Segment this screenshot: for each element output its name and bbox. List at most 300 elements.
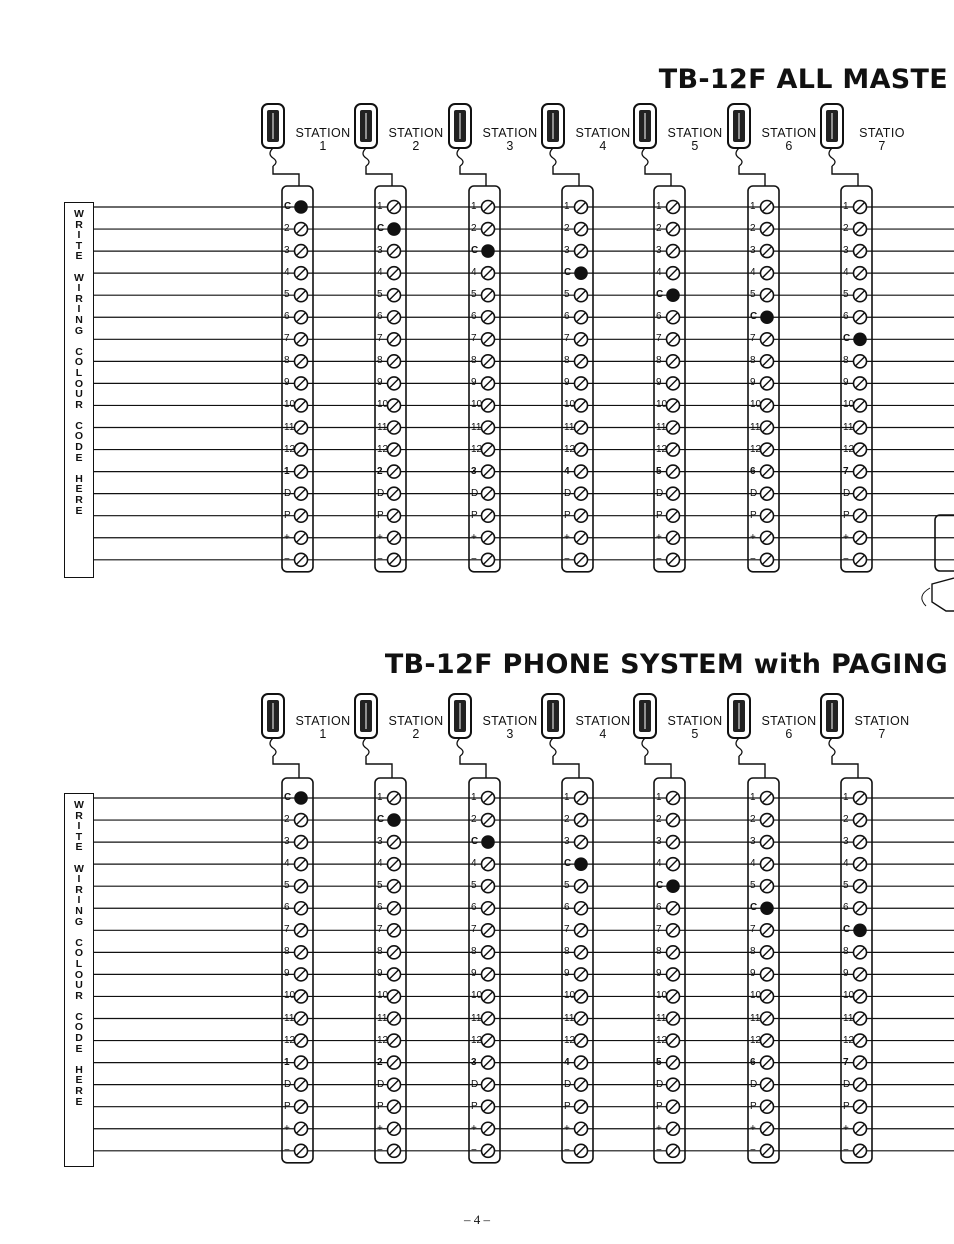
d2-station-7-terminal-6-label: 6 [843, 902, 849, 914]
d1-station-7-lead [832, 166, 858, 186]
d2-station-3-terminal-2-label: 2 [471, 814, 477, 826]
d1-station-5-terminal-4-label: 4 [656, 267, 662, 279]
d2-station-6-terminal-6-screw-common [760, 901, 774, 915]
d2-station-6-terminal-17-label: − [750, 1144, 756, 1156]
d1-station-1-terminal-10-label: 10 [284, 399, 296, 411]
d1-station-2-lead [366, 166, 392, 186]
d1-station-2-terminal-11-label: 11 [377, 421, 388, 433]
d1-station-3-terminal-5-label: 5 [471, 289, 477, 301]
diagram-title-phone-paging: TB-12F PHONE SYSTEM with PAGING [384, 649, 948, 680]
d1-station-7-terminal-6-label: 6 [843, 311, 849, 323]
d2-station-5-terminal-9-label: 9 [656, 968, 662, 980]
d1-station-6-terminal-15-label: P [750, 509, 757, 521]
d1-station-1-terminal-1-screw-common [294, 200, 308, 214]
d2-station-3-terminal-15-label: P [471, 1100, 478, 1112]
d1-station-5-terminal-1-label: 1 [656, 201, 662, 212]
d1-station-4-terminal-4-screw-common [574, 266, 588, 280]
d2-station-3-terminal-1-label: 1 [471, 792, 477, 803]
d2-station-1-terminal-11-label: 11 [284, 1012, 295, 1024]
d1-station-3-terminal-3-label: C [471, 245, 479, 257]
d2-station-2-terminal-8-label: 8 [377, 946, 383, 958]
d2-station-1-terminal-16-label: + [284, 1122, 290, 1134]
d1-station-4-terminal-5-label: 5 [564, 289, 570, 301]
d2-station-2-label [383, 715, 449, 741]
d1-station-2-terminal-12-label: 12 [377, 443, 389, 455]
d2-station-6-terminal-10-label: 10 [750, 990, 762, 1002]
d1-station-4-terminal-9-label: 9 [564, 377, 570, 389]
d2-station-7-terminal-9-label: 9 [843, 968, 849, 980]
d1-station-3-label-word: STATION [482, 126, 538, 140]
d1-station-7-terminal-12-label: 12 [843, 443, 855, 455]
d1-station-1-terminal-13-label: 1 [284, 465, 290, 477]
d1-station-7-terminal-9-label: 9 [843, 377, 849, 389]
d1-station-7-terminal-7-screw-common [853, 333, 867, 347]
d1-station-2-terminal-15-label: P [377, 509, 384, 521]
d1-station-5-terminal-13-label: 5 [656, 465, 662, 477]
d1-station-1-terminal-11-label: 11 [284, 421, 295, 433]
d2-station-2-terminal-17-label: − [377, 1144, 383, 1156]
d1-station-6-terminal-10-label: 10 [750, 399, 762, 411]
d2-station-2-terminal-10-label: 10 [377, 990, 389, 1002]
d1-station-5-terminal-11-label: 11 [656, 421, 667, 433]
d2-station-4-terminal-11-label: 11 [564, 1012, 575, 1024]
d1-station-2-label [383, 127, 449, 153]
d2-station-3-terminal-7-label: 7 [471, 924, 477, 936]
d1-station-4-terminal-3-label: 3 [564, 245, 570, 257]
d2-station-6-terminal-16-label: + [750, 1122, 756, 1134]
d1-station-6-terminal-3-label: 3 [750, 245, 756, 257]
d1-station-4-terminal-15-label: P [564, 509, 571, 521]
d1-station-3-terminal-2-label: 2 [471, 223, 477, 235]
d1-partial-cord [922, 588, 930, 606]
d1-station-3-terminal-15-label: P [471, 509, 478, 521]
d2-station-5-terminal-2-label: 2 [656, 814, 662, 826]
d1-station-2-terminal-16-label: + [377, 531, 383, 543]
d2-station-7-terminal-4-label: 4 [843, 858, 849, 870]
d2-station-4-terminal-16-label: + [564, 1122, 570, 1134]
d2-station-5-label-number: 5 [691, 727, 699, 741]
d2-station-7-terminal-14-label: D [843, 1078, 851, 1090]
d1-station-7-phone-icon-cord [829, 148, 835, 166]
d2-station-7-terminal-5-label: 5 [843, 880, 849, 892]
d2-station-4-label-word: STATION [575, 714, 631, 728]
d1-station-3-label-number: 3 [506, 139, 514, 153]
d2-station-5-terminal-8-label: 8 [656, 946, 662, 958]
d2-station-3-terminal-10-label: 10 [471, 990, 483, 1002]
d1-station-2-terminal-14-label: D [377, 487, 385, 499]
d2-station-3-label [477, 715, 543, 741]
d1-station-6-label-number: 6 [785, 139, 793, 153]
d2-station-3-terminal-6-label: 6 [471, 902, 477, 914]
d1-station-3-terminal-7-label: 7 [471, 333, 477, 345]
d1-station-5-terminal-8-label: 8 [656, 355, 662, 367]
d1-station-3-terminal-1-label: 1 [471, 201, 477, 212]
d2-station-4-terminal-14-label: D [564, 1078, 572, 1090]
d1-station-1-lead [273, 166, 299, 186]
d1-station-5-terminal-7-label: 7 [656, 333, 662, 345]
d1-station-2-terminal-9-label: 9 [377, 377, 383, 389]
d2-station-2-terminal-11-label: 11 [377, 1012, 388, 1024]
d2-station-5-terminal-1-label: 1 [656, 792, 662, 803]
d2-station-4-label-number: 4 [599, 727, 607, 741]
d2-station-3-terminal-4-label: 4 [471, 858, 477, 870]
d1-station-2-phone-icon-cord [363, 148, 369, 166]
d2-station-4-terminal-7-label: 7 [564, 924, 570, 936]
d2-station-3-terminal-14-label: D [471, 1078, 479, 1090]
d2-station-3-terminal-16-label: + [471, 1122, 477, 1134]
d1-station-4-label-number: 4 [599, 139, 607, 153]
d2-station-6-lead [739, 756, 765, 778]
d2-station-7-label-number: 7 [878, 727, 886, 741]
d2-station-7-terminal-3-label: 3 [843, 836, 849, 848]
d2-station-7-terminal-16-label: + [843, 1122, 849, 1134]
d2-station-6-terminal-1-label: 1 [750, 792, 756, 803]
d1-station-7-terminal-13-label: 7 [843, 465, 849, 477]
d1-station-7-label-number: 7 [878, 139, 886, 153]
d1-station-4-terminal-17-label: − [564, 553, 570, 565]
d1-station-4-terminal-12-label: 12 [564, 443, 576, 455]
d1-station-3-terminal-13-label: 3 [471, 465, 477, 477]
d2-station-7-terminal-13-label: 7 [843, 1056, 849, 1068]
d1-station-1-terminal-12-label: 12 [284, 443, 296, 455]
d2-station-5-terminal-10-label: 10 [656, 990, 668, 1002]
d2-station-7-terminal-10-label: 10 [843, 990, 855, 1002]
d2-station-5-phone-icon-cord [642, 738, 648, 756]
d1-station-4-terminal-4-label: C [564, 267, 572, 279]
d1-station-6-terminal-2-label: 2 [750, 223, 756, 235]
d1-station-6-terminal-8-label: 8 [750, 355, 756, 367]
d2-station-1-terminal-1-screw-common [294, 791, 308, 805]
d1-station-1-terminal-14-label: D [284, 487, 292, 499]
d1-station-6-terminal-16-label: + [750, 531, 756, 543]
d2-station-4-terminal-9-label: 9 [564, 968, 570, 980]
d2-station-2-label-number: 2 [412, 727, 420, 741]
d2-station-4-terminal-12-label: 12 [564, 1034, 576, 1046]
d1-station-6-terminal-6-label: C [750, 311, 758, 323]
d1-station-3-terminal-9-label: 9 [471, 377, 477, 389]
d2-station-4-terminal-13-label: 4 [564, 1056, 570, 1068]
d1-station-5-terminal-3-label: 3 [656, 245, 662, 257]
d2-station-2-terminal-5-label: 5 [377, 880, 383, 892]
d1-station-4-terminal-13-label: 4 [564, 465, 570, 477]
d1-station-4-phone-icon-cord [550, 148, 556, 166]
d1-station-1-terminal-15-label: P [284, 509, 291, 521]
d1-station-2-label-word: STATION [388, 126, 444, 140]
d2-station-2-terminal-1-label: 1 [377, 792, 383, 803]
d1-station-6-terminal-1-label: 1 [750, 201, 756, 212]
d2-station-2-terminal-16-label: + [377, 1122, 383, 1134]
d2-station-5-terminal-5-screw-common [666, 879, 680, 893]
d1-station-1-terminal-2-label: 2 [284, 223, 290, 235]
d2-station-6-terminal-4-label: 4 [750, 858, 756, 870]
d2-station-3-phone-icon-cord [457, 738, 463, 756]
d1-station-6-terminal-6-screw-common [760, 310, 774, 324]
d1-station-2-terminal-8-label: 8 [377, 355, 383, 367]
d1-legend-box [64, 202, 94, 578]
d1-station-3-terminal-4-label: 4 [471, 267, 477, 279]
d1-station-5-lead [645, 166, 671, 186]
d2-station-1-label-number: 1 [319, 727, 327, 741]
d1-station-4-terminal-1-label: 1 [564, 201, 570, 212]
d1-station-7-terminal-3-label: 3 [843, 245, 849, 257]
d2-station-6-terminal-2-label: 2 [750, 814, 756, 826]
d2-station-6-label [756, 715, 822, 741]
d1-station-1-terminal-6-label: 6 [284, 311, 290, 323]
d1-station-7-terminal-5-label: 5 [843, 289, 849, 301]
d2-station-6-label-word: STATION [761, 714, 817, 728]
d1-station-7-terminal-1-label: 1 [843, 201, 849, 212]
d2-station-3-terminal-3-screw-common [481, 835, 495, 849]
d1-station-2-terminal-10-label: 10 [377, 399, 389, 411]
d2-station-2-terminal-2-label: C [377, 814, 385, 826]
d1-station-1-label-number: 1 [319, 139, 327, 153]
d2-station-5-terminal-16-label: + [656, 1122, 662, 1134]
d2-station-3-terminal-8-label: 8 [471, 946, 477, 958]
d1-station-3-terminal-16-label: + [471, 531, 477, 543]
d1-station-2-label-number: 2 [412, 139, 420, 153]
diagram-title-all-master: TB-12F ALL MASTE [658, 64, 948, 95]
d1-station-6-terminal-4-label: 4 [750, 267, 756, 279]
d1-station-1-terminal-5-label: 5 [284, 289, 290, 301]
d2-station-2-terminal-12-label: 12 [377, 1034, 389, 1046]
d1-station-5-label-word: STATION [667, 126, 723, 140]
d2-station-5-terminal-15-label: P [656, 1100, 663, 1112]
d2-station-2-terminal-3-label: 3 [377, 836, 383, 848]
d2-station-6-terminal-14-label: D [750, 1078, 758, 1090]
d2-station-1-terminal-6-label: 6 [284, 902, 290, 914]
d1-station-5-terminal-12-label: 12 [656, 443, 668, 455]
d1-station-6-terminal-14-label: D [750, 487, 758, 499]
d1-station-3-terminal-17-label: − [471, 553, 477, 565]
d2-station-4-phone-icon-cord [550, 738, 556, 756]
d2-station-7-label [849, 715, 915, 741]
d1-station-3-terminal-14-label: D [471, 487, 479, 499]
d1-station-4-label-word: STATION [575, 126, 631, 140]
d2-station-6-terminal-9-label: 9 [750, 968, 756, 980]
d1-station-4-terminal-7-label: 7 [564, 333, 570, 345]
d1-station-1-terminal-8-label: 8 [284, 355, 290, 367]
d2-station-6-terminal-5-label: 5 [750, 880, 756, 892]
d1-station-3-terminal-6-label: 6 [471, 311, 477, 323]
d2-station-7-terminal-2-label: 2 [843, 814, 849, 826]
d1-station-6-terminal-11-label: 11 [750, 421, 761, 433]
d1-station-6-phone-icon-cord [736, 148, 742, 166]
d2-station-7-phone-icon-cord [829, 738, 835, 756]
d2-station-2-terminal-7-label: 7 [377, 924, 383, 936]
d1-station-5-terminal-10-label: 10 [656, 399, 668, 411]
d1-station-6-label-word: STATION [761, 126, 817, 140]
d1-station-5-terminal-5-label: C [656, 289, 664, 301]
d2-station-4-terminal-2-label: 2 [564, 814, 570, 826]
d2-station-1-terminal-15-label: P [284, 1100, 291, 1112]
d1-station-2-terminal-1-label: 1 [377, 201, 383, 212]
d2-station-4-terminal-4-screw-common [574, 857, 588, 871]
d1-station-5-label [662, 127, 728, 153]
d2-station-4-terminal-6-label: 6 [564, 902, 570, 914]
d2-station-6-terminal-8-label: 8 [750, 946, 756, 958]
d2-station-1-lead [273, 756, 299, 778]
d1-station-2-terminal-13-label: 2 [377, 465, 383, 477]
d1-station-1-terminal-17-label: − [284, 553, 290, 565]
d1-station-6-terminal-7-label: 7 [750, 333, 756, 345]
d2-station-5-terminal-5-label: C [656, 880, 664, 892]
d1-station-7-terminal-16-label: + [843, 531, 849, 543]
d2-station-5-terminal-13-label: 5 [656, 1056, 662, 1068]
d1-station-7-terminal-14-label: D [843, 487, 851, 499]
d2-station-6-label-number: 6 [785, 727, 793, 741]
d1-station-5-terminal-16-label: + [656, 531, 662, 543]
d2-station-4-terminal-4-label: C [564, 858, 572, 870]
d2-station-1-terminal-4-label: 4 [284, 858, 290, 870]
d1-partial-strip [935, 515, 954, 571]
d2-station-3-terminal-9-label: 9 [471, 968, 477, 980]
d2-legend-box [64, 793, 94, 1167]
d2-station-7-terminal-15-label: P [843, 1100, 850, 1112]
d1-station-1-label [290, 127, 356, 153]
d2-station-2-terminal-4-label: 4 [377, 858, 383, 870]
d1-station-5-terminal-2-label: 2 [656, 223, 662, 235]
d2-station-7-lead [832, 756, 858, 778]
d1-station-4-terminal-2-label: 2 [564, 223, 570, 235]
d2-station-5-terminal-3-label: 3 [656, 836, 662, 848]
d1-station-5-terminal-5-screw-common [666, 288, 680, 302]
d1-station-4-terminal-8-label: 8 [564, 355, 570, 367]
d2-station-5-terminal-14-label: D [656, 1078, 664, 1090]
d1-station-7-label-word: STATIO [859, 126, 905, 140]
d1-station-3-terminal-11-label: 11 [471, 421, 482, 433]
d2-station-1-label-word: STATION [295, 714, 351, 728]
d1-station-5-terminal-14-label: D [656, 487, 664, 499]
d1-station-1-terminal-7-label: 7 [284, 333, 290, 345]
d1-station-3-terminal-8-label: 8 [471, 355, 477, 367]
d2-station-1-terminal-7-label: 7 [284, 924, 290, 936]
d1-station-5-label-number: 5 [691, 139, 699, 153]
d1-station-3-label [477, 127, 543, 153]
d2-station-7-terminal-17-label: − [843, 1144, 849, 1156]
d1-station-5-terminal-15-label: P [656, 509, 663, 521]
d1-station-7-terminal-8-label: 8 [843, 355, 849, 367]
d2-station-5-terminal-4-label: 4 [656, 858, 662, 870]
d1-station-6-terminal-9-label: 9 [750, 377, 756, 389]
d2-station-4-terminal-10-label: 10 [564, 990, 576, 1002]
page-number: – 4 – [464, 1212, 490, 1227]
d2-station-2-terminal-13-label: 2 [377, 1056, 383, 1068]
d2-station-5-label [662, 715, 728, 741]
d2-station-7-terminal-1-label: 1 [843, 792, 849, 803]
d2-station-3-lead [460, 756, 486, 778]
d1-station-6-terminal-13-label: 6 [750, 465, 756, 477]
d2-station-4-lead [553, 756, 579, 778]
d2-station-6-terminal-13-label: 6 [750, 1056, 756, 1068]
d2-station-2-terminal-6-label: 6 [377, 902, 383, 914]
d2-station-2-lead [366, 756, 392, 778]
d1-station-4-label [570, 127, 636, 153]
d1-station-7-terminal-2-label: 2 [843, 223, 849, 235]
d1-station-5-terminal-9-label: 9 [656, 377, 662, 389]
d2-station-6-terminal-15-label: P [750, 1100, 757, 1112]
d2-station-3-terminal-3-label: C [471, 836, 479, 848]
d1-station-4-terminal-11-label: 11 [564, 421, 575, 433]
d1-station-2-terminal-4-label: 4 [377, 267, 383, 279]
d1-station-1-terminal-1-label: C [284, 201, 292, 212]
d2-station-7-terminal-12-label: 12 [843, 1034, 855, 1046]
d1-station-5-terminal-17-label: − [656, 553, 662, 565]
d2-station-3-terminal-13-label: 3 [471, 1056, 477, 1068]
d2-station-5-terminal-6-label: 6 [656, 902, 662, 914]
d2-station-6-terminal-12-label: 12 [750, 1034, 762, 1046]
d1-station-2-terminal-5-label: 5 [377, 289, 383, 301]
d1-station-2-terminal-6-label: 6 [377, 311, 383, 323]
d1-station-4-terminal-14-label: D [564, 487, 572, 499]
d2-station-1-terminal-2-label: 2 [284, 814, 290, 826]
d2-station-3-label-word: STATION [482, 714, 538, 728]
d1-station-6-terminal-17-label: − [750, 553, 756, 565]
d1-station-6-label [756, 127, 822, 153]
d2-station-5-terminal-11-label: 11 [656, 1012, 667, 1024]
d2-station-3-terminal-5-label: 5 [471, 880, 477, 892]
d2-station-7-label-word: STATION [854, 714, 910, 728]
d1-station-6-terminal-5-label: 5 [750, 289, 756, 301]
d2-station-7-terminal-8-label: 8 [843, 946, 849, 958]
d1-station-4-terminal-6-label: 6 [564, 311, 570, 323]
d2-station-7-terminal-7-screw-common [853, 924, 867, 938]
d2-station-1-terminal-12-label: 12 [284, 1034, 296, 1046]
d2-station-1-terminal-14-label: D [284, 1078, 292, 1090]
d1-station-4-terminal-10-label: 10 [564, 399, 576, 411]
d2-station-4-terminal-15-label: P [564, 1100, 571, 1112]
d1-station-7-terminal-15-label: P [843, 509, 850, 521]
d2-station-5-lead [645, 756, 671, 778]
d2-station-6-terminal-7-label: 7 [750, 924, 756, 936]
d2-station-6-terminal-3-label: 3 [750, 836, 756, 848]
d2-station-4-terminal-17-label: − [564, 1144, 570, 1156]
d1-station-1-terminal-9-label: 9 [284, 377, 290, 389]
d2-station-5-terminal-7-label: 7 [656, 924, 662, 936]
d2-station-1-terminal-17-label: − [284, 1144, 290, 1156]
d2-station-2-terminal-9-label: 9 [377, 968, 383, 980]
d2-station-5-terminal-12-label: 12 [656, 1034, 668, 1046]
d1-station-7-terminal-7-label: C [843, 333, 851, 345]
d1-station-2-terminal-17-label: − [377, 553, 383, 565]
d2-station-1-label [290, 715, 356, 741]
d2-station-6-terminal-11-label: 11 [750, 1012, 761, 1024]
d1-station-3-lead [460, 166, 486, 186]
d1-partial-box [932, 578, 954, 611]
d1-station-7-terminal-17-label: − [843, 553, 849, 565]
d2-station-4-terminal-3-label: 3 [564, 836, 570, 848]
d2-station-1-terminal-3-label: 3 [284, 836, 290, 848]
d2-station-4-terminal-5-label: 5 [564, 880, 570, 892]
d2-station-7-terminal-11-label: 11 [843, 1012, 854, 1024]
d1-station-1-terminal-4-label: 4 [284, 267, 290, 279]
d2-station-2-terminal-2-screw-common [387, 813, 401, 827]
d2-station-5-terminal-17-label: − [656, 1144, 662, 1156]
d2-station-5-label-word: STATION [667, 714, 723, 728]
d1-station-3-terminal-12-label: 12 [471, 443, 483, 455]
d2-station-3-terminal-12-label: 12 [471, 1034, 483, 1046]
d2-station-3-terminal-11-label: 11 [471, 1012, 482, 1024]
d2-legend-text: W R I T E W I R I N G C O L O U R C O D E H E R E [74, 799, 84, 1108]
d1-station-4-terminal-16-label: + [564, 531, 570, 543]
d2-station-1-terminal-13-label: 1 [284, 1056, 290, 1068]
d2-station-4-label [570, 715, 636, 741]
d1-station-7-terminal-4-label: 4 [843, 267, 849, 279]
d2-station-1-terminal-10-label: 10 [284, 990, 296, 1002]
d2-station-7-terminal-7-label: C [843, 924, 851, 936]
d1-station-3-terminal-10-label: 10 [471, 399, 483, 411]
d2-station-4-terminal-8-label: 8 [564, 946, 570, 958]
d1-station-6-lead [739, 166, 765, 186]
